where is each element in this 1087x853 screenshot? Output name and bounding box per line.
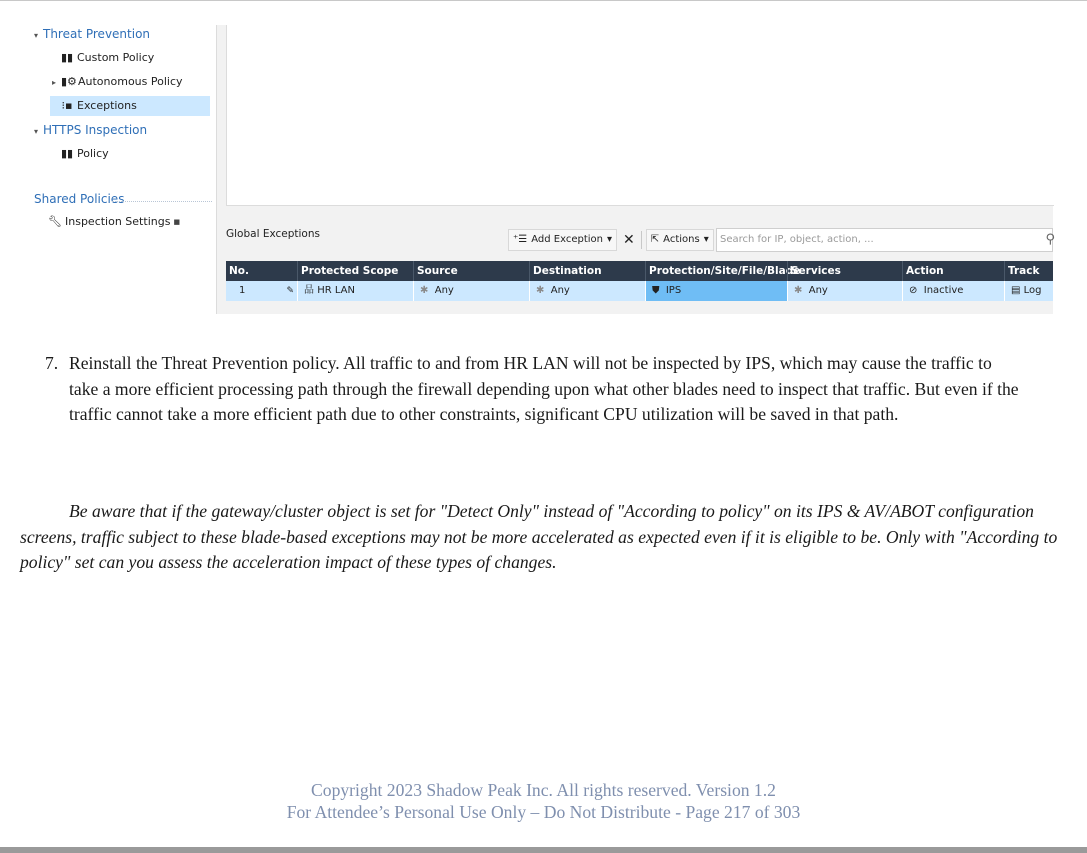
search-icon[interactable]: ⚲: [1045, 232, 1055, 247]
cell-no[interactable]: 1 ✎: [226, 281, 297, 301]
column-header-source[interactable]: Source: [413, 261, 529, 281]
shield-icon: ⛊: [652, 285, 660, 296]
tree-item-inspection-settings[interactable]: 🔧︎ Inspection Settings ■: [48, 212, 180, 232]
column-header-action[interactable]: Action: [902, 261, 1004, 281]
network-icon: 品: [304, 285, 314, 296]
step-text: Reinstall the Threat Prevention policy. All traffic to and from HR LAN will not be inspected by IPS, which may cause the traffic to take a more efficient processing path through the firewall depending upon what other blades need to inspect that traffic. But even if the traffic cannot take a more efficient path due to other constraints, significant CPU utilization will be saved in that path.: [69, 353, 1019, 424]
policy-tree: [32, 25, 217, 314]
italic-note: Be aware that if the gateway/cluster object is set for "Detect Only" instead of "According to policy" on its IPS & AV/ABOT configuration screens, traffic subject to these blade-based exceptions may not be more accelerated as expected even if it is eligible to be. Only with "According to policy" set can you assess the acceleration impact of these types of changes.: [20, 501, 1058, 572]
column-header-no[interactable]: No.: [229, 265, 249, 277]
any-asterisk-icon: ✱: [536, 285, 545, 296]
global-exceptions-title: Global Exceptions: [226, 228, 320, 240]
tree-item-https-inspection[interactable]: ▾ HTTPS Inspection: [34, 120, 147, 140]
exceptions-icon: ⁝▪: [61, 99, 73, 112]
column-header-destination[interactable]: Destination: [529, 261, 645, 281]
toolbar-separator: [641, 231, 642, 249]
step-number: 7.: [45, 353, 59, 373]
cell-track[interactable]: ▤ Log: [1004, 281, 1053, 301]
open-in-window-icon[interactable]: ■: [173, 218, 181, 226]
tree-item-custom-policy[interactable]: ▮▮ Custom Policy: [60, 48, 154, 68]
chevron-down-icon: ▾: [703, 234, 709, 245]
policy-book-icon: ▮▮: [60, 51, 74, 64]
top-rule: [0, 0, 1087, 1]
collapse-arrow-icon[interactable]: ▾: [34, 127, 39, 136]
column-header-protection[interactable]: Protection/Site/File/Blade: [645, 261, 787, 281]
cell-destination[interactable]: ✱ Any: [529, 281, 645, 301]
any-asterisk-icon: ✱: [794, 285, 803, 296]
search-input[interactable]: Search for IP, object, action, ... ⚲: [716, 228, 1053, 252]
edit-pencil-icon[interactable]: ✎: [286, 286, 294, 296]
page-footer: [0, 779, 1087, 823]
copyright-line: Copyright 2023 Shadow Peak Inc. All rights reserved. Version 1.2: [311, 780, 776, 800]
actions-button[interactable]: ⇱ Actions ▾: [646, 229, 714, 251]
export-icon: ⇱: [650, 234, 660, 245]
cell-action[interactable]: ⊘ Inactive: [902, 281, 1004, 301]
cell-protection[interactable]: ⛊ IPS: [645, 281, 787, 301]
collapse-arrow-icon[interactable]: ▾: [34, 31, 39, 40]
chevron-down-icon: ▾: [607, 234, 613, 245]
tree-item-threat-prevention[interactable]: ▾ Threat Prevention: [34, 24, 150, 44]
add-exception-button[interactable]: ⁺☰ Add Exception ▾: [508, 229, 617, 251]
wrench-icon: 🔧︎: [48, 215, 62, 228]
table-header: [226, 261, 1053, 281]
step-7: [45, 351, 1025, 428]
rulebase-area: [226, 25, 1054, 206]
cell-source[interactable]: ✱ Any: [413, 281, 529, 301]
autonomous-policy-icon: ▮⚙: [61, 75, 77, 88]
add-list-icon: ⁺☰: [513, 234, 528, 245]
cell-protected-scope[interactable]: 品 HR LAN: [297, 281, 413, 301]
smartconsole-screenshot: [32, 25, 1053, 314]
inactive-icon: ⊘: [909, 285, 918, 296]
exceptions-toolbar: [508, 228, 714, 252]
distribution-line: For Attendee’s Personal Use Only – Do Not Distribute - Page 217 of 303: [286, 802, 801, 822]
tree-item-policy[interactable]: ▮▮ Policy: [60, 144, 109, 164]
column-header-protected-scope[interactable]: Protected Scope: [297, 261, 413, 281]
section-divider: [112, 201, 212, 202]
any-asterisk-icon: ✱: [420, 285, 429, 296]
tree-item-exceptions[interactable]: ⁝▪ Exceptions: [50, 96, 210, 116]
table-row[interactable]: [226, 281, 1053, 301]
tree-item-autonomous-policy[interactable]: ▸ ▮⚙Autonomous Policy: [52, 72, 183, 92]
tree-item-shared-policies[interactable]: Shared Policies: [34, 192, 125, 206]
policy-book-icon: ▮▮: [60, 147, 74, 160]
delete-icon[interactable]: ✕: [623, 232, 635, 248]
log-icon: ▤: [1011, 285, 1021, 296]
column-header-services[interactable]: Services: [787, 261, 902, 281]
cell-services[interactable]: ✱ Any: [787, 281, 902, 301]
bottom-rule: [0, 847, 1087, 853]
expand-arrow-icon[interactable]: ▸: [52, 78, 57, 87]
column-header-track[interactable]: Track: [1004, 261, 1053, 281]
